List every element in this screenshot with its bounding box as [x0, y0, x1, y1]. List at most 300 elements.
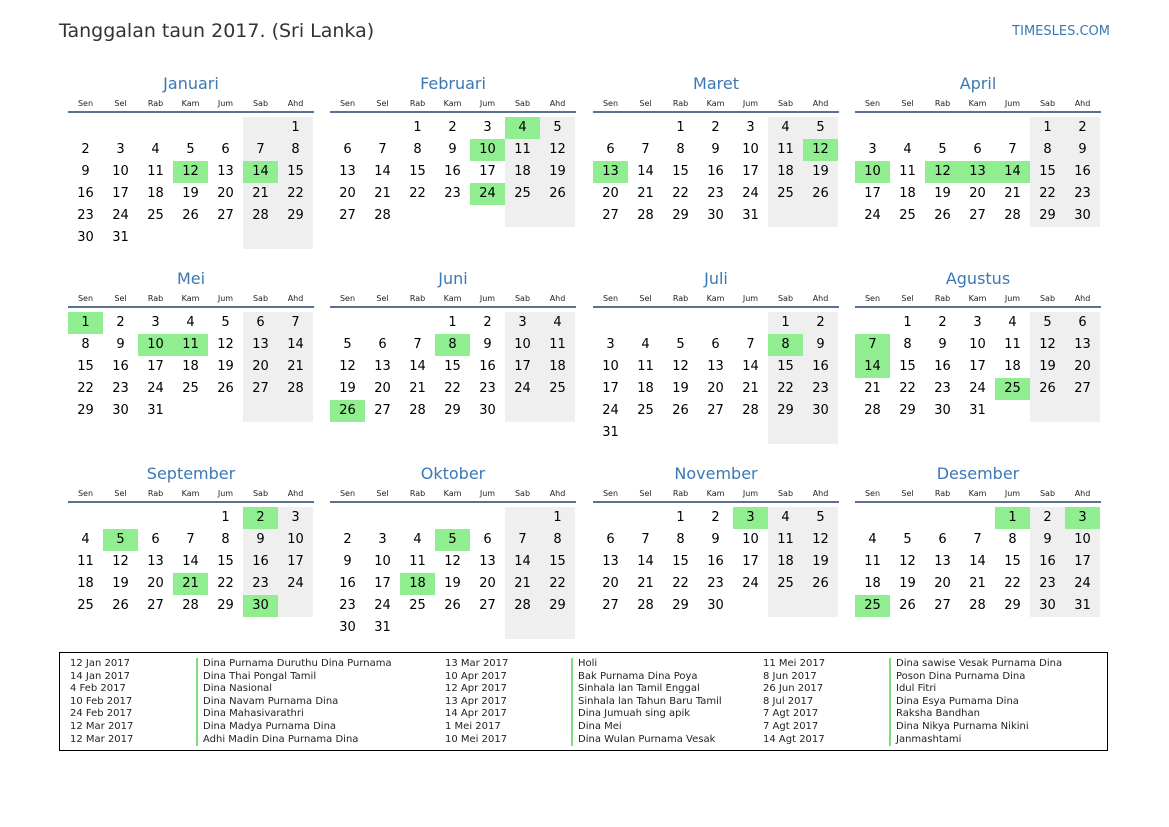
calendar-day: 3	[746, 120, 755, 135]
calendar-day: 28	[1004, 208, 1021, 223]
weekday-label: Sab	[252, 294, 269, 303]
calendar-day: 24	[505, 378, 540, 400]
calendar-day: 25	[505, 183, 540, 205]
empty-day-cell	[733, 595, 768, 617]
weekday-header	[68, 487, 314, 503]
empty-day-cell	[365, 312, 400, 334]
weekday-label: Jum	[1004, 294, 1021, 303]
holiday-day: 3	[733, 507, 768, 529]
weekday-label: Rab	[672, 294, 689, 303]
legend-holiday-name: Sinhala lan Tahun Baru Tamil	[571, 696, 722, 709]
weekday-label: Jum	[479, 294, 496, 303]
legend-date: 14 Jan 2017	[70, 670, 130, 682]
legend-date: 8 Jun 2017	[763, 670, 817, 682]
weekday-label: Sab	[514, 489, 531, 498]
calendar-day: 11	[637, 359, 654, 374]
empty-day-cell	[173, 400, 208, 422]
calendar-day: 6	[606, 532, 615, 547]
calendar-day: 15	[540, 551, 575, 573]
calendar-day: 28	[505, 595, 540, 617]
calendar-day: 14	[374, 164, 391, 179]
legend-date: 12 Mar 2017	[70, 733, 134, 745]
holiday-day: 25	[995, 378, 1030, 400]
calendar-day: 15	[409, 164, 426, 179]
empty-day-cell	[208, 117, 243, 139]
calendar-day: 31	[374, 620, 391, 635]
weekday-label: Rab	[934, 489, 951, 498]
calendar-day: 28	[864, 403, 881, 418]
calendar-day: 12	[112, 554, 129, 569]
calendar-day: 27	[479, 598, 496, 613]
calendar-day: 18	[1004, 359, 1021, 374]
calendar-day: 21	[243, 183, 278, 205]
weekday-label: Jum	[742, 99, 759, 108]
calendar-day: 4	[186, 315, 195, 330]
legend-holiday-name: Dina Navam Purnama Dina	[196, 696, 338, 709]
page-title: Tanggalan taun 2017. (Sri Lanka)	[59, 20, 375, 42]
empty-day-cell	[540, 205, 575, 227]
month-desember	[855, 463, 1101, 617]
legend-date: 11 Mei 2017	[763, 658, 826, 669]
weekday-label: Rab	[147, 99, 164, 108]
legend-column-2	[445, 658, 722, 746]
legend-holiday-name: Dina Nasional	[196, 683, 272, 696]
calendar-day: 10	[742, 142, 759, 157]
calendar-day: 15	[672, 164, 689, 179]
empty-day-cell	[365, 117, 400, 139]
calendar-day: 4	[868, 532, 877, 547]
empty-day-cell	[1065, 400, 1100, 422]
calendar-day: 26	[803, 183, 838, 205]
empty-day-cell	[925, 507, 960, 529]
calendar-day: 18	[77, 576, 94, 591]
day-grid	[593, 312, 839, 444]
empty-day-cell	[628, 422, 663, 444]
weekday-label: Jum	[217, 99, 234, 108]
empty-day-cell	[243, 400, 278, 422]
calendar-day: 1	[540, 507, 575, 529]
weekday-label: Sel	[114, 99, 127, 108]
calendar-day: 14	[278, 334, 313, 356]
calendar-day: 30	[707, 598, 724, 613]
weekday-label: Sab	[514, 99, 531, 108]
empty-day-cell	[803, 595, 838, 617]
calendar-day: 17	[742, 554, 759, 569]
day-grid	[855, 117, 1101, 227]
legend-row	[70, 671, 392, 684]
calendar-day: 13	[217, 164, 234, 179]
legend-holiday-name: Dina Wulan Purnama Vesak	[571, 734, 715, 747]
calendar-day: 2	[1030, 507, 1065, 529]
empty-day-cell	[803, 422, 838, 444]
calendar-day: 7	[641, 142, 650, 157]
month-juli	[593, 268, 839, 444]
legend-holiday-name: Dina Purnama Duruthu Dina Purnama	[196, 658, 392, 671]
weekday-label: Rab	[934, 294, 951, 303]
weekday-label: Ahd	[1074, 489, 1091, 498]
calendar-day: 11	[409, 554, 426, 569]
calendar-day: 6	[243, 312, 278, 334]
calendar-day: 26	[112, 598, 129, 613]
calendar-day: 10	[112, 164, 129, 179]
month-name: September	[146, 464, 236, 483]
holiday-day: 14	[243, 161, 278, 183]
empty-day-cell	[435, 205, 470, 227]
calendar-day: 2	[711, 120, 720, 135]
calendar-day: 8	[676, 532, 685, 547]
calendar-day: 31	[602, 425, 619, 440]
calendar-day: 16	[707, 164, 724, 179]
calendar-day: 14	[637, 554, 654, 569]
calendar-day: 4	[540, 312, 575, 334]
calendar-day: 12	[899, 554, 916, 569]
calendar-day: 9	[116, 337, 125, 352]
calendar-day: 3	[151, 315, 160, 330]
legend-holiday-name: Holi	[571, 658, 597, 671]
weekday-label: Sen	[77, 294, 94, 303]
calendar-day: 29	[1030, 205, 1065, 227]
calendar-day: 29	[77, 403, 94, 418]
calendar-day: 20	[217, 186, 234, 201]
holiday-day: 14	[995, 161, 1030, 183]
calendar-day: 9	[243, 529, 278, 551]
legend-row	[445, 658, 722, 671]
empty-day-cell	[995, 400, 1030, 422]
calendar-day: 10	[278, 529, 313, 551]
day-grid	[593, 507, 839, 617]
calendar-day: 30	[707, 208, 724, 223]
calendar-day: 14	[409, 359, 426, 374]
calendar-day: 17	[602, 381, 619, 396]
calendar-day: 2	[483, 315, 492, 330]
calendar-day: 19	[803, 161, 838, 183]
calendar-day: 11	[1004, 337, 1021, 352]
calendar-day: 29	[672, 208, 689, 223]
month-name: Juli	[704, 269, 728, 288]
calendar-day: 28	[969, 598, 986, 613]
brand-link[interactable]: TIMESLES.COM	[1012, 24, 1110, 39]
empty-day-cell	[593, 312, 628, 334]
weekday-label: Sel	[376, 294, 389, 303]
calendar-day: 25	[540, 378, 575, 400]
calendar-day: 4	[641, 337, 650, 352]
calendar-day: 17	[374, 576, 391, 591]
legend-holiday-name: Sinhala lan Tamil Enggal	[571, 683, 700, 696]
weekday-label: Sen	[864, 99, 881, 108]
empty-day-cell	[400, 312, 435, 334]
calendar-day: 5	[938, 142, 947, 157]
calendar-day: 23	[803, 378, 838, 400]
calendar-day: 6	[711, 337, 720, 352]
calendar-day: 15	[672, 554, 689, 569]
day-grid	[855, 507, 1101, 617]
calendar-day: 12	[803, 529, 838, 551]
calendar-day: 18	[768, 161, 803, 183]
weekday-label: Kam	[181, 489, 200, 498]
holiday-day: 1	[995, 507, 1030, 529]
calendar-day: 19	[672, 381, 689, 396]
legend-holiday-name: Dina Mei	[571, 721, 622, 734]
calendar-day: 16	[77, 186, 94, 201]
empty-day-cell	[330, 312, 365, 334]
month-name: Mei	[176, 269, 206, 288]
weekday-label: Jum	[479, 99, 496, 108]
holiday-day: 12	[173, 161, 208, 183]
empty-day-cell	[890, 117, 925, 139]
empty-day-cell	[470, 205, 505, 227]
calendar-day: 23	[707, 186, 724, 201]
holiday-day: 4	[505, 117, 540, 139]
calendar-day: 18	[637, 381, 654, 396]
calendar-day: 25	[147, 208, 164, 223]
empty-day-cell	[960, 507, 995, 529]
calendar-day: 28	[637, 208, 654, 223]
weekday-label: Sen	[864, 489, 881, 498]
calendar-day: 31	[147, 403, 164, 418]
calendar-day: 3	[378, 532, 387, 547]
legend-holiday-name: Dina Madya Purnama Dina	[196, 721, 336, 734]
calendar-day: 3	[116, 142, 125, 157]
legend-row	[763, 671, 1062, 684]
weekday-label: Jum	[217, 294, 234, 303]
month-mei	[68, 268, 314, 422]
weekday-label: Sen	[864, 294, 881, 303]
calendar-day: 7	[641, 532, 650, 547]
calendar-day: 24	[602, 403, 619, 418]
calendar-day: 1	[676, 120, 685, 135]
calendar-day: 19	[1030, 356, 1065, 378]
calendar-day: 6	[151, 532, 160, 547]
holiday-day: 13	[960, 161, 995, 183]
calendar-day: 17	[112, 186, 129, 201]
legend-row	[70, 708, 392, 721]
calendar-day: 17	[742, 164, 759, 179]
calendar-day: 18	[147, 186, 164, 201]
calendar-day: 31	[112, 230, 129, 245]
calendar-day: 30	[1065, 205, 1100, 227]
holiday-day: 14	[855, 356, 890, 378]
calendar-day: 24	[374, 598, 391, 613]
weekday-label: Rab	[934, 99, 951, 108]
legend-date: 26 Jun 2017	[763, 683, 824, 695]
calendar-day: 27	[934, 598, 951, 613]
holiday-day: 18	[400, 573, 435, 595]
calendar-day: 17	[969, 359, 986, 374]
calendar-day: 28	[278, 378, 313, 400]
calendar-day: 24	[1065, 573, 1100, 595]
weekday-header	[593, 97, 839, 113]
calendar-day: 11	[147, 164, 164, 179]
legend-date: 12 Apr 2017	[445, 683, 507, 695]
calendar-day: 5	[803, 117, 838, 139]
calendar-day: 16	[243, 551, 278, 573]
calendar-day: 25	[768, 183, 803, 205]
calendar-day: 4	[151, 142, 160, 157]
calendar-day: 27	[602, 598, 619, 613]
calendar-day: 7	[973, 532, 982, 547]
calendar-day: 3	[505, 312, 540, 334]
legend-row	[70, 696, 392, 709]
calendar-day: 30	[803, 400, 838, 422]
legend-column-3	[763, 658, 1062, 746]
calendar-day: 8	[413, 142, 422, 157]
calendar-day: 21	[1004, 186, 1021, 201]
weekday-label: Sab	[252, 99, 269, 108]
empty-day-cell	[435, 507, 470, 529]
holiday-day: 1	[68, 312, 103, 334]
weekday-label: Sel	[639, 294, 652, 303]
empty-day-cell	[768, 205, 803, 227]
calendar-day: 16	[1030, 551, 1065, 573]
month-name: Agustus	[945, 269, 1011, 288]
calendar-day: 13	[1065, 334, 1100, 356]
calendar-day: 29	[672, 598, 689, 613]
calendar-day: 9	[483, 337, 492, 352]
holiday-day: 5	[435, 529, 470, 551]
calendar-day: 2	[116, 315, 125, 330]
weekday-label: Sel	[114, 489, 127, 498]
calendar-day: 3	[483, 120, 492, 135]
legend-row	[763, 683, 1062, 696]
empty-day-cell	[330, 507, 365, 529]
calendar-day: 18	[505, 161, 540, 183]
calendar-day: 25	[768, 573, 803, 595]
calendar-day: 12	[540, 139, 575, 161]
weekday-header	[68, 292, 314, 308]
calendar-day: 20	[1065, 356, 1100, 378]
month-februari	[330, 73, 576, 227]
calendar-day: 20	[934, 576, 951, 591]
calendar-day: 22	[77, 381, 94, 396]
legend-holiday-name: Bak Purnama Dina Poya	[571, 671, 698, 684]
day-grid	[330, 507, 576, 639]
calendar-day: 21	[864, 381, 881, 396]
calendar-day: 31	[742, 208, 759, 223]
calendar-day: 16	[934, 359, 951, 374]
calendar-day: 5	[221, 315, 230, 330]
calendar-day: 10	[505, 334, 540, 356]
calendar-day: 23	[444, 186, 461, 201]
calendar-day: 16	[1065, 161, 1100, 183]
weekday-header	[330, 97, 576, 113]
empty-day-cell	[103, 117, 138, 139]
calendar-day: 19	[803, 551, 838, 573]
calendar-day: 10	[374, 554, 391, 569]
empty-day-cell	[855, 507, 890, 529]
empty-day-cell	[890, 507, 925, 529]
legend-date: 7 Agt 2017	[763, 708, 819, 720]
weekday-header	[593, 292, 839, 308]
legend-date: 10 Mei 2017	[445, 733, 508, 745]
legend-row	[445, 708, 722, 721]
weekday-label: Sab	[777, 294, 794, 303]
month-april	[855, 73, 1101, 227]
calendar-day: 7	[505, 529, 540, 551]
calendar-day: 23	[1065, 183, 1100, 205]
weekday-label: Ahd	[287, 99, 304, 108]
calendar-day: 25	[637, 403, 654, 418]
empty-day-cell	[540, 617, 575, 639]
calendar-day: 26	[899, 598, 916, 613]
calendar-day: 29	[899, 403, 916, 418]
calendar-day: 4	[768, 507, 803, 529]
weekday-label: Rab	[409, 489, 426, 498]
calendar-day: 13	[934, 554, 951, 569]
legend-date: 12 Mar 2017	[70, 720, 134, 732]
calendar-day: 20	[707, 381, 724, 396]
month-oktober	[330, 463, 576, 639]
calendar-day: 15	[444, 359, 461, 374]
calendar-day: 22	[409, 186, 426, 201]
empty-day-cell	[663, 312, 698, 334]
calendar-day: 16	[112, 359, 129, 374]
weekday-label: Rab	[147, 489, 164, 498]
calendar-day: 11	[864, 554, 881, 569]
calendar-day: 3	[973, 315, 982, 330]
calendar-day: 13	[479, 554, 496, 569]
calendar-day: 17	[505, 356, 540, 378]
weekday-header	[855, 97, 1101, 113]
weekday-label: Sel	[639, 489, 652, 498]
holiday-legend	[59, 652, 1108, 751]
weekday-label: Sel	[901, 99, 914, 108]
empty-day-cell	[628, 117, 663, 139]
empty-day-cell	[138, 227, 173, 249]
holiday-day: 2	[243, 507, 278, 529]
weekday-label: Sel	[376, 489, 389, 498]
calendar-day: 20	[602, 186, 619, 201]
weekday-header	[330, 292, 576, 308]
calendar-day: 6	[483, 532, 492, 547]
calendar-day: 10	[1065, 529, 1100, 551]
calendar-day: 9	[448, 142, 457, 157]
calendar-day: 28	[243, 205, 278, 227]
calendar-day: 6	[221, 142, 230, 157]
calendar-day: 24	[742, 576, 759, 591]
day-grid	[855, 312, 1101, 422]
calendar-day: 1	[221, 510, 230, 525]
holiday-day: 5	[103, 529, 138, 551]
calendar-day: 15	[217, 554, 234, 569]
calendar-day: 24	[147, 381, 164, 396]
legend-row	[445, 696, 722, 709]
calendar-day: 30	[934, 403, 951, 418]
calendar-day: 15	[768, 356, 803, 378]
weekday-label: Kam	[706, 99, 725, 108]
legend-date: 10 Apr 2017	[445, 670, 507, 682]
legend-date: 1 Mei 2017	[445, 720, 501, 732]
calendar-day: 14	[742, 359, 759, 374]
empty-day-cell	[68, 507, 103, 529]
legend-row	[445, 734, 722, 747]
calendar-day: 28	[409, 403, 426, 418]
weekday-label: Sel	[901, 489, 914, 498]
weekday-label: Ahd	[1074, 99, 1091, 108]
calendar-day: 19	[899, 576, 916, 591]
calendar-day: 11	[540, 334, 575, 356]
month-november	[593, 463, 839, 617]
calendar-day: 6	[1065, 312, 1100, 334]
legend-row	[70, 734, 392, 747]
empty-day-cell	[138, 507, 173, 529]
calendar-day: 24	[112, 208, 129, 223]
calendar-day: 31	[969, 403, 986, 418]
weekday-label: Sel	[639, 99, 652, 108]
empty-day-cell	[628, 507, 663, 529]
calendar-day: 19	[444, 576, 461, 591]
calendar-day: 1	[768, 312, 803, 334]
holiday-day: 10	[470, 139, 505, 161]
